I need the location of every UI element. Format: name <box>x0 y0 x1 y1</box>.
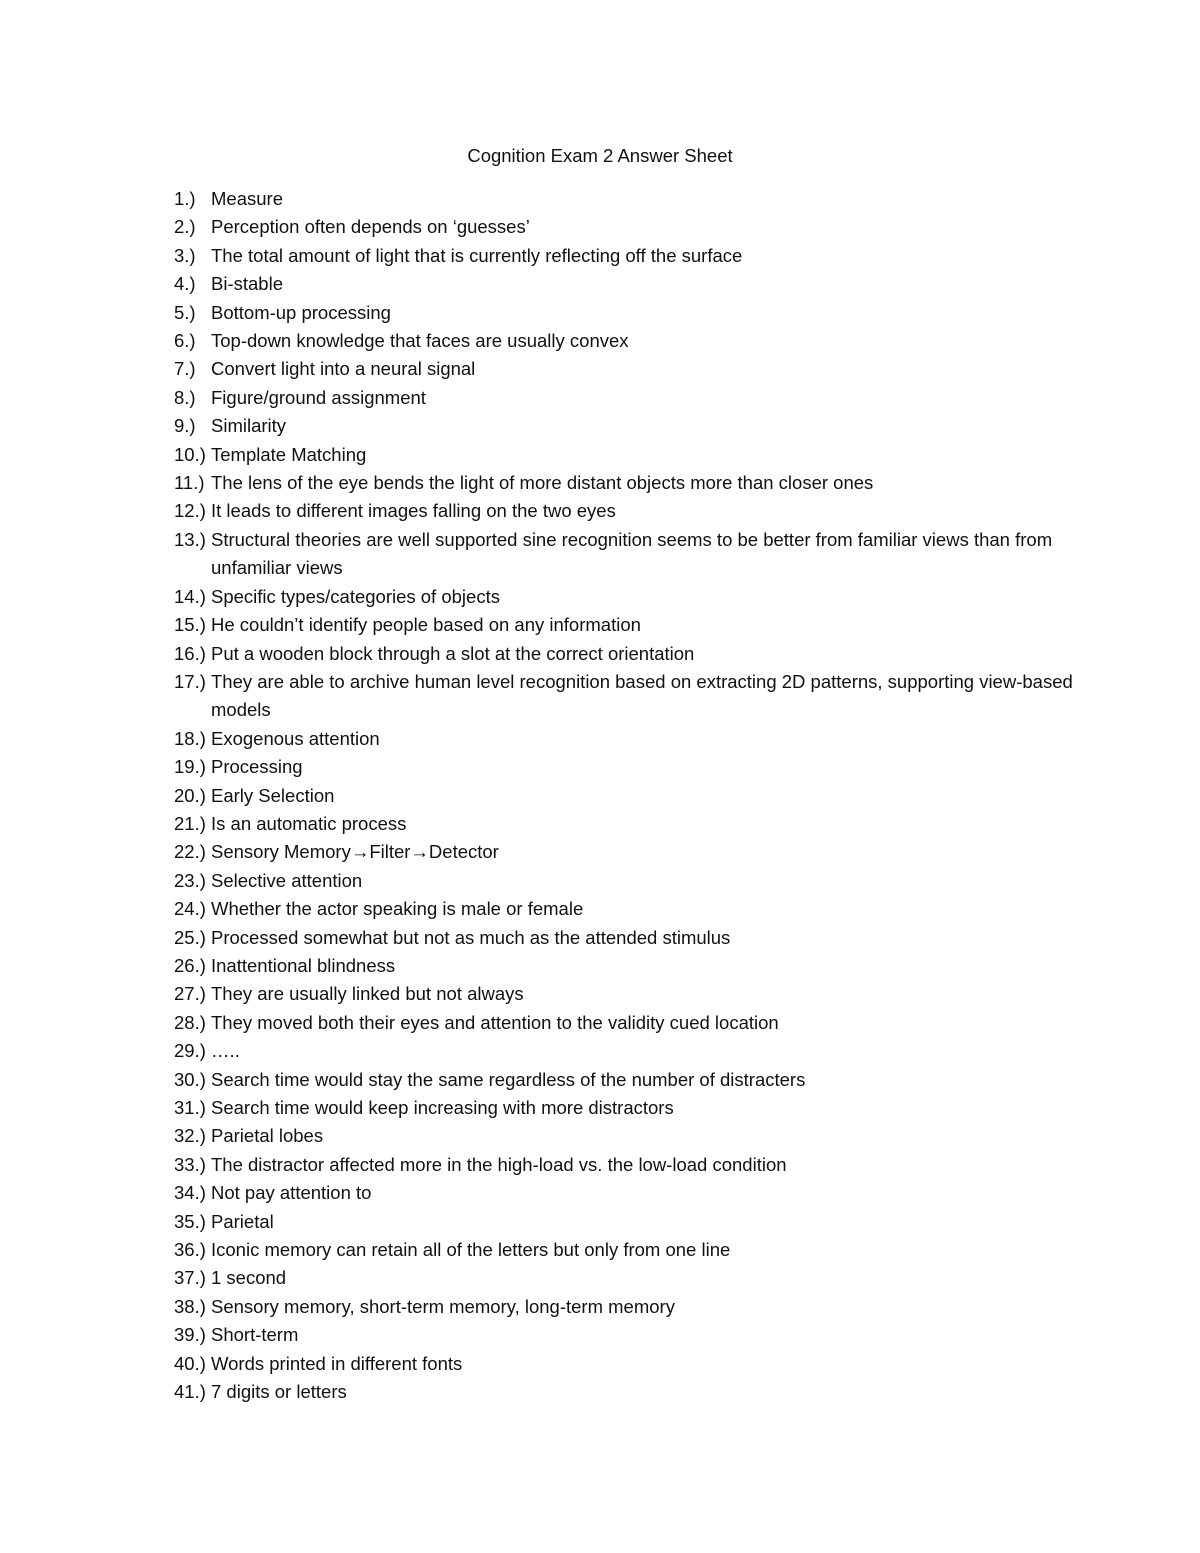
answer-number: 38.) <box>174 1295 206 1317</box>
answer-item <box>174 213 1074 241</box>
answer-item <box>174 242 1074 270</box>
answer-text: Iconic memory can retain all of the letters but only from one line <box>211 1239 731 1261</box>
answer-item <box>174 1122 1074 1150</box>
answer-text: Processing <box>211 756 303 778</box>
answer-number: 19.) <box>174 756 206 778</box>
answer-item <box>174 782 1074 810</box>
answer-text: 1 second <box>211 1267 287 1289</box>
answer-item <box>174 668 1074 725</box>
answer-item <box>174 355 1074 383</box>
answer-item <box>174 1179 1074 1207</box>
answer-number: 34.) <box>174 1182 206 1204</box>
answer-number: 23.) <box>174 869 206 891</box>
answer-text: Bi-stable <box>211 273 283 295</box>
answer-number: 32.) <box>174 1125 206 1147</box>
answer-text: They are able to archive human level recognition based on extracting 2D patterns, supporting view-based models <box>211 670 1073 721</box>
answer-item <box>174 810 1074 838</box>
answer-item <box>174 1066 1074 1094</box>
answer-number: 7.) <box>174 358 196 380</box>
answer-number: 40.) <box>174 1352 206 1374</box>
answer-text: Short-term <box>211 1324 299 1346</box>
answer-number: 1.) <box>174 188 196 209</box>
answer-text: Is an automatic process <box>211 812 407 834</box>
answer-item <box>174 952 1074 980</box>
answer-text: Processed somewhat but not as much as the attended stimulus <box>211 926 731 948</box>
answer-item <box>174 384 1074 412</box>
answer-item <box>174 412 1074 440</box>
answer-item <box>174 753 1074 781</box>
answer-item <box>174 924 1074 952</box>
answer-text: Sensory memory, short-term memory, long-term memory <box>211 1295 675 1317</box>
answer-item <box>174 469 1074 497</box>
answer-text: The lens of the eye bends the light of more distant objects more than closer ones <box>211 472 874 494</box>
answer-number: 20.) <box>174 784 206 806</box>
answer-item <box>174 1350 1074 1378</box>
answer-item <box>174 1293 1074 1321</box>
answer-text: Measure <box>211 188 283 209</box>
answer-number: 11.) <box>174 472 205 494</box>
answer-item <box>174 1037 1074 1065</box>
answer-number: 15.) <box>174 614 206 636</box>
answer-item <box>174 185 1074 213</box>
answer-item <box>174 1264 1074 1292</box>
answer-number: 5.) <box>174 301 196 323</box>
answer-number: 18.) <box>174 727 206 749</box>
answer-number: 25.) <box>174 926 206 948</box>
answer-number: 30.) <box>174 1068 206 1090</box>
answer-item <box>174 867 1074 895</box>
answer-number: 17.) <box>174 670 206 692</box>
answer-text: Similarity <box>211 415 287 437</box>
answer-item <box>174 1009 1074 1037</box>
answer-item <box>174 1236 1074 1264</box>
answer-text: Bottom-up processing <box>211 301 391 323</box>
answer-number: 13.) <box>174 528 206 550</box>
answer-number: 21.) <box>174 812 206 834</box>
answer-text: Put a wooden block through a slot at the correct orientation <box>211 642 695 664</box>
answer-number: 36.) <box>174 1239 206 1261</box>
answer-text: It leads to different images falling on the two eyes <box>211 500 616 522</box>
answer-number: 4.) <box>174 273 196 295</box>
answer-item <box>174 441 1074 469</box>
answer-number: 14.) <box>174 585 206 607</box>
answer-text: Perception often depends on ‘guesses’ <box>211 216 530 238</box>
answer-number: 12.) <box>174 500 206 522</box>
answer-text: Sensory Memory→Filter→Detector <box>211 841 499 863</box>
answer-item <box>174 1208 1074 1236</box>
answer-number: 37.) <box>174 1267 206 1289</box>
answer-number: 33.) <box>174 1153 206 1175</box>
answer-item <box>174 640 1074 668</box>
answer-text: Search time would keep increasing with more distractors <box>211 1097 674 1118</box>
answer-text: He couldn’t identify people based on any information <box>211 614 641 636</box>
answer-number: 3.) <box>174 244 196 266</box>
answer-number: 29.) <box>174 1040 206 1062</box>
answer-number: 27.) <box>174 983 206 1005</box>
answer-text: The distractor affected more in the high-load vs. the low-load condition <box>211 1153 787 1175</box>
answer-item <box>174 838 1074 866</box>
answer-text: Top-down knowledge that faces are usually convex <box>211 330 629 352</box>
answer-number: 35.) <box>174 1210 206 1232</box>
answer-text: Figure/ground assignment <box>211 386 426 408</box>
answer-number: 22.) <box>174 841 206 863</box>
answer-text: Exogenous attention <box>211 727 380 749</box>
answer-number: 24.) <box>174 898 206 920</box>
answer-text: ….. <box>211 1040 240 1062</box>
answer-item <box>174 1378 1074 1406</box>
answer-text: Specific types/categories of objects <box>211 585 500 607</box>
answer-number: 39.) <box>174 1324 206 1346</box>
answer-number: 41.) <box>174 1381 206 1403</box>
answer-item <box>174 980 1074 1008</box>
answer-text: They moved both their eyes and attention to the validity cued location <box>211 1011 779 1033</box>
answer-text: Convert light into a neural signal <box>211 358 476 380</box>
answer-number: 31.) <box>174 1097 206 1118</box>
answer-text: Selective attention <box>211 869 363 891</box>
answer-text: Parietal lobes <box>211 1125 324 1147</box>
answer-text: They are usually linked but not always <box>211 983 524 1005</box>
answer-number: 6.) <box>174 330 196 352</box>
answer-number: 28.) <box>174 1011 206 1033</box>
answer-text: Not pay attention to <box>211 1182 372 1204</box>
answer-number: 2.) <box>174 216 196 238</box>
answer-item <box>174 611 1074 639</box>
answer-number: 9.) <box>174 415 196 437</box>
answer-item <box>174 1094 1074 1122</box>
answer-number: 8.) <box>174 386 196 408</box>
answer-text: Parietal <box>211 1210 274 1232</box>
answer-item <box>174 583 1074 611</box>
answer-item <box>174 497 1074 525</box>
answer-text: Inattentional blindness <box>211 954 396 976</box>
answer-number: 16.) <box>174 642 206 664</box>
answer-number: 10.) <box>174 443 206 465</box>
page-title: Cognition Exam 2 Answer Sheet <box>467 145 733 166</box>
answer-text: The total amount of light that is currently reflecting off the surface <box>211 244 743 266</box>
answer-number: 26.) <box>174 954 206 976</box>
answer-text: Template Matching <box>211 443 367 465</box>
answer-text: Words printed in different fonts <box>211 1352 463 1374</box>
answer-item <box>174 526 1074 583</box>
answer-item <box>174 270 1074 298</box>
answer-item <box>174 1151 1074 1179</box>
answer-item <box>174 327 1074 355</box>
answer-text: Early Selection <box>211 784 335 806</box>
answer-item <box>174 299 1074 327</box>
answer-text: Whether the actor speaking is male or female <box>211 898 584 920</box>
answer-text: 7 digits or letters <box>211 1381 347 1403</box>
answer-text: Search time would stay the same regardless of the number of distracters <box>211 1068 806 1090</box>
answer-item <box>174 895 1074 923</box>
answer-list <box>174 185 1074 1406</box>
answer-item <box>174 1321 1074 1349</box>
answer-text: Structural theories are well supported sine recognition seems to be better from familiar views than from unfamiliar views <box>211 528 1053 579</box>
answer-item <box>174 725 1074 753</box>
